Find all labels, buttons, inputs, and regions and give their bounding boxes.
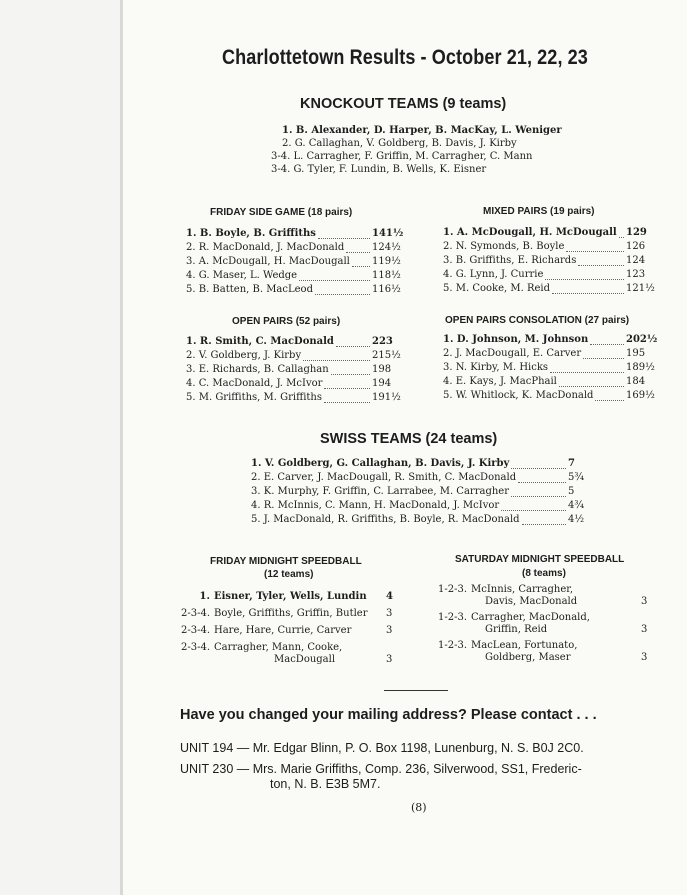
result-name: 3. N. Kirby, M. Hicks bbox=[443, 362, 549, 373]
dot-leader bbox=[522, 524, 566, 525]
result-score: 118½ bbox=[372, 270, 401, 281]
unit-230-address: UNIT 230 — Mrs. Marie Griffiths, Comp. 236, Silverwood, SS1, Frederic- bbox=[180, 762, 582, 776]
result-name: 5. M. Griffiths, M. Griffiths bbox=[186, 392, 322, 403]
speedball-team: Boyle, Griffiths, Griffin, Butler bbox=[214, 608, 368, 619]
scan-margin bbox=[0, 0, 120, 895]
speedball-team-cont: Goldberg, Maser bbox=[485, 652, 571, 663]
result-score: 126 bbox=[626, 241, 646, 252]
result-row bbox=[443, 362, 548, 373]
dot-leader bbox=[619, 237, 624, 238]
dot-leader bbox=[324, 388, 370, 389]
result-name: 2. N. Symonds, B. Boyle bbox=[443, 241, 565, 252]
result-row bbox=[443, 348, 581, 359]
result-score: 5¾ bbox=[568, 472, 585, 483]
result-name: 5. J. MacDonald, R. Griffiths, B. Boyle, R. MacDonald bbox=[251, 514, 520, 525]
dot-leader bbox=[352, 266, 370, 267]
result-name: 1. A. McDougall, H. McDougall bbox=[443, 227, 617, 238]
speedball-team-cont: Davis, MacDonald bbox=[485, 596, 578, 607]
dot-leader bbox=[550, 372, 624, 373]
speedball-score: 3 bbox=[641, 596, 648, 607]
result-score: 191½ bbox=[372, 392, 401, 403]
speedball-place: 2-3-4. bbox=[180, 625, 210, 636]
result-name: 2. V. Goldberg, J. Kirby bbox=[186, 350, 302, 361]
speedball-team: McInnis, Carragher, bbox=[471, 584, 574, 595]
unit-194-address: UNIT 194 — Mr. Edgar Blinn, P. O. Box 1198, Lunenburg, N. S. B0J 2C0. bbox=[180, 741, 584, 755]
speedball-place: 1-2-3. bbox=[437, 584, 467, 595]
dot-leader bbox=[545, 279, 624, 280]
result-score: 194 bbox=[372, 378, 392, 389]
result-score: 5 bbox=[568, 486, 575, 497]
result-score: 124½ bbox=[372, 242, 401, 253]
result-row bbox=[186, 284, 313, 295]
result-name: 4. C. MacDonald, J. McIvor bbox=[186, 378, 323, 389]
knockout-line: 3-4. G. Tyler, F. Lundin, B. Wells, K. Eisner bbox=[271, 164, 487, 175]
result-row bbox=[186, 378, 322, 389]
result-row bbox=[186, 364, 329, 375]
dot-leader bbox=[559, 386, 624, 387]
dot-leader bbox=[583, 358, 624, 359]
dot-leader bbox=[299, 280, 370, 281]
speedball-score: 3 bbox=[641, 624, 648, 635]
result-name: 2. J. MacDougall, E. Carver bbox=[443, 348, 582, 359]
dot-leader bbox=[566, 251, 624, 252]
speedball-place: 2-3-4. bbox=[180, 642, 210, 653]
result-row bbox=[443, 269, 543, 280]
result-score: 202½ bbox=[626, 334, 658, 345]
dot-leader bbox=[318, 238, 370, 239]
result-row bbox=[251, 472, 516, 483]
dot-leader bbox=[511, 496, 566, 497]
knockout-line: 3-4. L. Carragher, F. Griffin, M. Carragher, C. Mann bbox=[271, 151, 533, 162]
result-score: 169½ bbox=[626, 390, 655, 401]
result-name: 3. A. McDougall, H. MacDougall bbox=[186, 256, 350, 267]
divider bbox=[384, 690, 448, 691]
knockout-line: 2. G. Callaghan, V. Goldberg, B. Davis, J. Kirby bbox=[282, 138, 517, 149]
consolation-heading: OPEN PAIRS CONSOLATION (27 pairs) bbox=[445, 315, 630, 326]
speedball-place: 1-2-3. bbox=[437, 612, 467, 623]
result-score: 123 bbox=[626, 269, 646, 280]
result-row bbox=[443, 376, 557, 387]
result-row bbox=[186, 350, 301, 361]
dot-leader bbox=[303, 360, 370, 361]
speedball-team: Hare, Hare, Currie, Carver bbox=[214, 625, 352, 636]
result-row bbox=[443, 227, 617, 238]
result-row bbox=[186, 270, 297, 281]
mixed-pairs-heading: MIXED PAIRS (19 pairs) bbox=[483, 206, 595, 217]
open-pairs-heading: OPEN PAIRS (52 pairs) bbox=[232, 316, 341, 327]
result-score: 7 bbox=[568, 458, 575, 469]
speedball-place: 2-3-4. bbox=[180, 608, 210, 619]
friday-side-heading: FRIDAY SIDE GAME (18 pairs) bbox=[210, 207, 353, 218]
speedball-score: 4 bbox=[386, 591, 393, 602]
result-name: 5. M. Cooke, M. Reid bbox=[443, 283, 550, 294]
dot-leader bbox=[315, 294, 370, 295]
dot-leader bbox=[324, 402, 370, 403]
result-name: 4. E. Kays, J. MacPhail bbox=[443, 376, 557, 387]
saturday-midnight-heading: SATURDAY MIDNIGHT SPEEDBALL bbox=[455, 554, 625, 565]
result-name: 3. B. Griffiths, E. Richards bbox=[443, 255, 577, 266]
dot-leader bbox=[578, 265, 624, 266]
result-row bbox=[443, 390, 593, 401]
dot-leader bbox=[331, 374, 370, 375]
speedball-score: 3 bbox=[386, 608, 393, 619]
speedball-score: 3 bbox=[386, 625, 393, 636]
result-name: 1. V. Goldberg, G. Callaghan, B. Davis, J. Kirby bbox=[251, 458, 510, 469]
contact-question: Have you changed your mailing address? Please contact . . . bbox=[180, 707, 597, 723]
page-title: Charlottetown Results - October 21, 22, 23 bbox=[222, 46, 588, 69]
result-name: 3. E. Richards, B. Callaghan bbox=[186, 364, 329, 375]
speedball-team-cont: MacDougall bbox=[274, 654, 336, 665]
speedball-place: 1-2-3. bbox=[437, 640, 467, 651]
result-score: 223 bbox=[372, 336, 393, 347]
saturday-midnight-sub: (8 teams) bbox=[522, 568, 566, 579]
result-score: 141½ bbox=[372, 228, 404, 239]
result-name: 1. R. Smith, C. MacDonald bbox=[186, 336, 334, 347]
result-name: 4. G. Lynn, J. Currie bbox=[443, 269, 544, 280]
result-name: 1. B. Boyle, B. Griffiths bbox=[186, 228, 316, 239]
result-row bbox=[186, 228, 316, 239]
dot-leader bbox=[552, 293, 624, 294]
dot-leader bbox=[336, 346, 370, 347]
friday-midnight-heading: FRIDAY MIDNIGHT SPEEDBALL bbox=[210, 556, 362, 567]
result-score: 121½ bbox=[626, 283, 655, 294]
result-score: 4¾ bbox=[568, 500, 585, 511]
result-score: 184 bbox=[626, 376, 646, 387]
dot-leader bbox=[590, 344, 624, 345]
result-name: 2. E. Carver, J. MacDougall, R. Smith, C. MacDonald bbox=[251, 472, 517, 483]
unit-230-address-cont: ton, N. B. E3B 5M7. bbox=[270, 777, 381, 791]
swiss-heading: SWISS TEAMS (24 teams) bbox=[320, 431, 498, 447]
result-name: 4. G. Maser, L. Wedge bbox=[186, 270, 298, 281]
result-name: 5. W. Whitlock, K. MacDonald bbox=[443, 390, 594, 401]
result-row bbox=[251, 486, 509, 497]
result-row bbox=[443, 255, 576, 266]
result-score: 4½ bbox=[568, 514, 585, 525]
speedball-team: Eisner, Tyler, Wells, Lundin bbox=[214, 591, 367, 602]
result-row bbox=[443, 334, 588, 345]
result-row bbox=[443, 241, 564, 252]
result-score: 198 bbox=[372, 364, 392, 375]
result-score: 189½ bbox=[626, 362, 655, 373]
speedball-score: 3 bbox=[386, 654, 393, 665]
knockout-heading: KNOCKOUT TEAMS (9 teams) bbox=[300, 96, 507, 112]
dot-leader bbox=[595, 400, 624, 401]
speedball-team-cont: Griffin, Reid bbox=[485, 624, 548, 635]
result-score: 129 bbox=[626, 227, 647, 238]
result-row bbox=[251, 500, 499, 511]
dot-leader bbox=[346, 252, 370, 253]
result-score: 215½ bbox=[372, 350, 401, 361]
result-row bbox=[251, 514, 520, 525]
result-row bbox=[443, 283, 550, 294]
result-score: 124 bbox=[626, 255, 646, 266]
result-score: 195 bbox=[626, 348, 646, 359]
dot-leader bbox=[501, 510, 566, 511]
speedball-score: 3 bbox=[641, 652, 648, 663]
friday-midnight-sub: (12 teams) bbox=[264, 569, 314, 580]
result-score: 119½ bbox=[372, 256, 401, 267]
result-name: 2. R. MacDonald, J. MacDonald bbox=[186, 242, 345, 253]
result-name: 1. D. Johnson, M. Johnson bbox=[443, 334, 589, 345]
result-row bbox=[251, 458, 509, 469]
result-row bbox=[186, 256, 350, 267]
result-name: 3. K. Murphy, F. Griffin, C. Larrabee, M. Carragher bbox=[251, 486, 509, 497]
result-row bbox=[186, 392, 322, 403]
speedball-team: MacLean, Fortunato, bbox=[471, 640, 578, 651]
result-name: 5. B. Batten, B. MacLeod bbox=[186, 284, 313, 295]
dot-leader bbox=[511, 468, 566, 469]
knockout-line: 1. B. Alexander, D. Harper, B. MacKay, L. Weniger bbox=[282, 125, 562, 136]
result-score: 116½ bbox=[372, 284, 401, 295]
result-row bbox=[186, 242, 344, 253]
page-number: (8) bbox=[411, 801, 427, 814]
result-row bbox=[186, 336, 334, 347]
result-name: 4. R. McInnis, C. Mann, H. MacDonald, J. McIvor bbox=[251, 500, 500, 511]
dot-leader bbox=[518, 482, 566, 483]
speedball-team: Carragher, MacDonald, bbox=[471, 612, 590, 623]
speedball-team: Carragher, Mann, Cooke, bbox=[214, 642, 343, 653]
speedball-place: 1. bbox=[199, 591, 210, 602]
